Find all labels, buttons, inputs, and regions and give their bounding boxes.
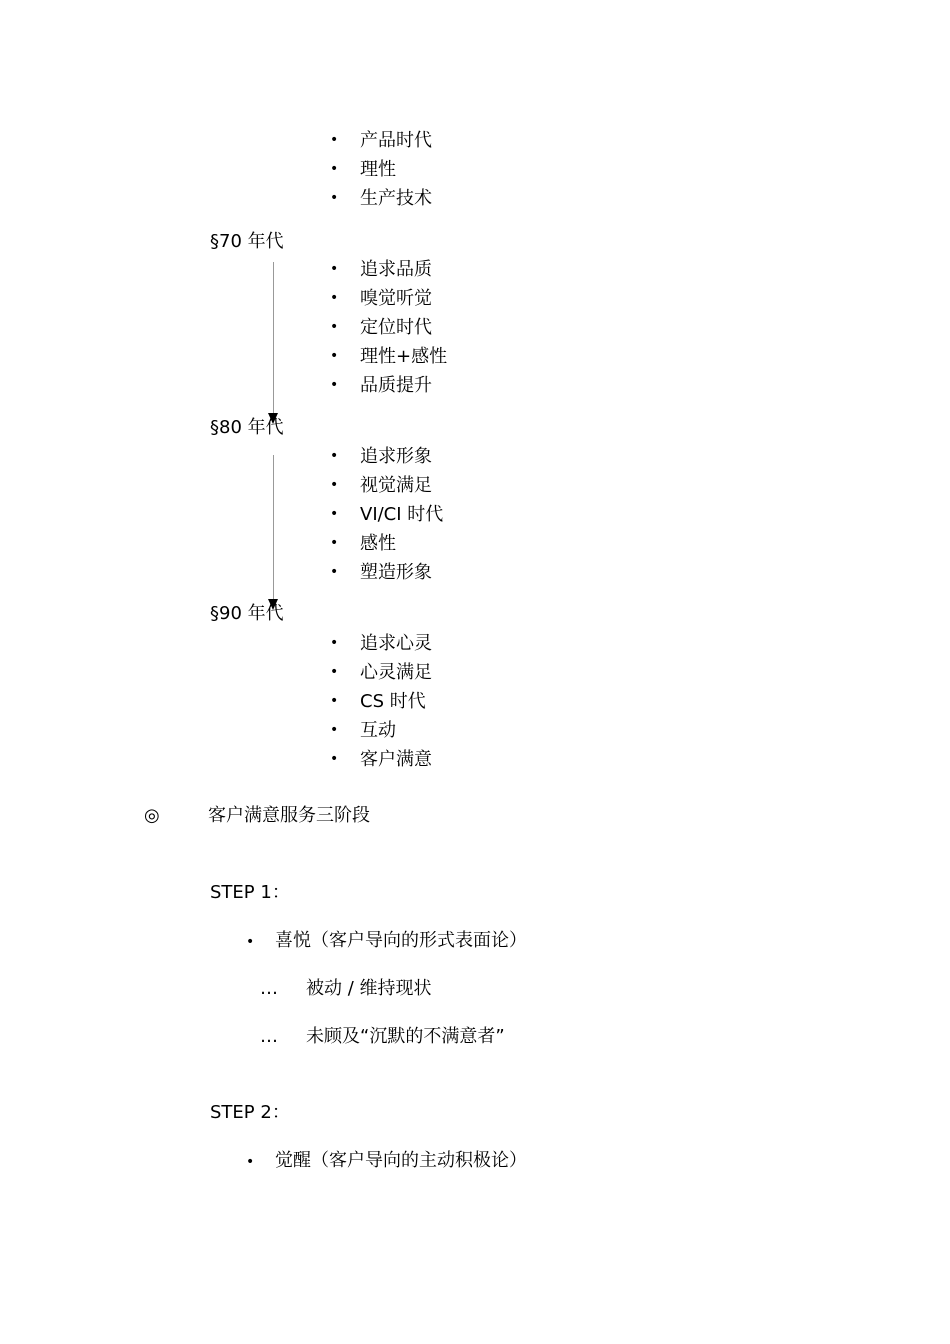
- bullet-icon: •: [330, 348, 339, 364]
- bullet-icon: •: [330, 161, 339, 177]
- step-1-label: STEP 1：: [210, 882, 290, 903]
- list-item: • 感性: [330, 529, 443, 558]
- era-70-list: [330, 255, 447, 400]
- bullet-icon: •: [330, 751, 339, 767]
- bullet-icon: •: [330, 261, 339, 277]
- list-item: • 追求品质: [330, 255, 447, 284]
- list-item: • 理性: [330, 155, 432, 184]
- list-item: • 生产技术: [330, 184, 432, 213]
- timeline-connector: [273, 455, 274, 600]
- list-item: • 客户满意: [330, 745, 432, 774]
- bullet-icon: •: [330, 319, 339, 335]
- list-item: • 互动: [330, 716, 432, 745]
- list-item: • VI/CI 时代: [330, 500, 443, 529]
- list-item: • 产品时代: [330, 126, 432, 155]
- bullet-icon: •: [330, 564, 339, 580]
- ellipsis-icon: …: [260, 978, 278, 999]
- list-item: • 嗅觉听觉: [330, 284, 447, 313]
- top-list: [330, 126, 432, 213]
- era-70-label: §70 年代: [210, 231, 284, 252]
- list-item: • 追求形象: [330, 442, 443, 471]
- bullet-icon: •: [330, 377, 339, 393]
- era-90-list: [330, 629, 432, 774]
- list-item: • 视觉满足: [330, 471, 443, 500]
- list-item: • 追求心灵: [330, 629, 432, 658]
- bullet-icon: •: [330, 132, 339, 148]
- bullet-icon: •: [330, 506, 339, 522]
- step-2-bullet: • 觉醒（客户导向的主动积极论）: [246, 1148, 527, 1175]
- bullet-icon: •: [330, 693, 339, 709]
- bullet-icon: •: [330, 635, 339, 651]
- bullet-icon: •: [330, 664, 339, 680]
- list-item: • 理性+感性: [330, 342, 447, 371]
- era-80-list: [330, 442, 443, 587]
- bullet-icon: •: [330, 190, 339, 206]
- section-heading: [144, 803, 370, 829]
- step-2-label: STEP 2：: [210, 1102, 290, 1123]
- section-title: 客户满意服务三阶段: [208, 805, 370, 826]
- bullet-icon: •: [330, 290, 339, 306]
- bullseye-icon: ◎: [144, 805, 160, 826]
- list-item: • CS 时代: [330, 687, 432, 716]
- bullet-icon: •: [330, 722, 339, 738]
- timeline-connector: [273, 262, 274, 414]
- step-1-note: … 未顾及“沉默的不满意者”: [260, 1024, 505, 1050]
- list-item: • 品质提升: [330, 371, 447, 400]
- step-1-bullet: • 喜悦（客户导向的形式表面论）: [246, 928, 527, 955]
- list-item: • 塑造形象: [330, 558, 443, 587]
- bullet-icon: •: [246, 1154, 255, 1170]
- bullet-icon: •: [330, 448, 339, 464]
- list-item: • 心灵满足: [330, 658, 432, 687]
- ellipsis-icon: …: [260, 1026, 278, 1047]
- list-item: • 定位时代: [330, 313, 447, 342]
- era-90-label: §90 年代: [210, 603, 284, 624]
- era-80-label: §80 年代: [210, 417, 284, 438]
- step-1-note: … 被动 / 维持现状: [260, 976, 432, 1002]
- bullet-icon: •: [330, 477, 339, 493]
- bullet-icon: •: [330, 535, 339, 551]
- bullet-icon: •: [246, 934, 255, 950]
